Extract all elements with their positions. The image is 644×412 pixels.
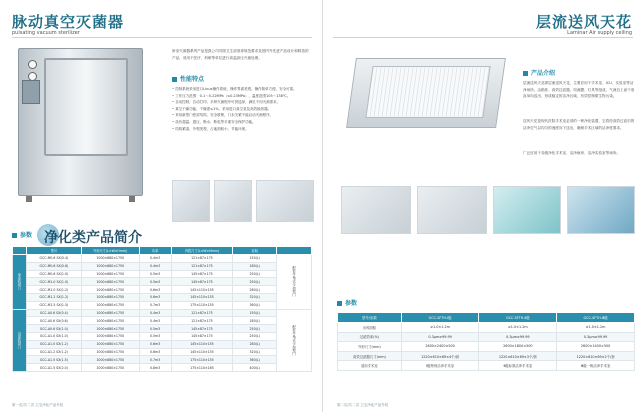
table-cell: 1000×880×1750 <box>81 286 139 294</box>
table-cell: 过滤效率(%) <box>338 332 402 342</box>
table-cell: 1000×880×1750 <box>81 317 139 325</box>
table-cell: GCC-A1.0 SX(1.0) <box>26 332 81 340</box>
table-cell: 145×110×155 <box>171 348 233 356</box>
table-cell: 1000×880×1750 <box>81 340 139 348</box>
right-intro: 层流送风天花即层流送风天花，主要应用于手术室、ICU、实验室等洁净场所。由箱体、高效过滤器、均流膜、灯具等组成，气流自上而下垂直单向送出，形成稳定的洁净区域，有效控制微生物污染。 <box>523 81 635 98</box>
table-cell: 1000×880×1750 <box>81 278 139 286</box>
table-cell: GCC-A1.5 SX(1.5) <box>26 356 81 364</box>
table-cell: GCC-M1.0 SX(1.0) <box>26 278 81 286</box>
table-cell: 280(L) <box>233 340 277 348</box>
table-cell: 121×87×175 <box>171 317 233 325</box>
table-cell: 适用手术室 <box>338 361 402 371</box>
table-cell: 0.6m3 <box>139 340 171 348</box>
table-cell: 1000×880×1750 <box>81 255 139 263</box>
table-cell: 0.7m3 <box>139 301 171 309</box>
table-row <box>13 364 312 372</box>
table-header: 内腔尺寸(L×W×Hmm) <box>171 247 233 255</box>
table-row <box>13 255 312 263</box>
table-row <box>338 361 635 371</box>
table-cell: GCC-M1.2 SX(1.2) <box>26 293 81 301</box>
table-row <box>13 270 312 278</box>
ceiling-photo-1 <box>341 186 411 234</box>
right-title: 层流送风天花 <box>535 13 632 31</box>
table-cell: 145×87×175 <box>171 270 233 278</box>
product-thumbnail-1 <box>172 180 210 222</box>
table-row <box>13 286 312 294</box>
table-row <box>13 340 312 348</box>
table-row <box>13 309 312 317</box>
table-cell: 1000×880×1750 <box>81 325 139 333</box>
table-cell: Ⅲ级一般洁净手术室 <box>557 361 635 371</box>
table-cell: 150(L) <box>233 309 277 317</box>
table-row <box>13 317 312 325</box>
table-header: 型号/参数 <box>338 313 402 323</box>
table-cell: 1000×880×1750 <box>81 332 139 340</box>
ceiling-param-rows <box>338 323 635 371</box>
table-cell: 2600×1400×500 <box>557 342 635 352</box>
left-features-heading: 性能特点 <box>172 74 204 83</box>
table-cell: Ⅱ级标准洁净手术室 <box>479 361 557 371</box>
table-cell: 0.5m3 <box>139 278 171 286</box>
table-cell: GCC-M0.6 SX(0.6) <box>26 262 81 270</box>
table-note: 配有牛角式卡扣型门 <box>277 255 312 310</box>
table-cell: 高效过滤器尺寸(mm) <box>338 351 402 361</box>
table-cell: 150(L) <box>233 255 277 263</box>
table-cell: GCC-M1.5 SX(1.5) <box>26 301 81 309</box>
table-cell: ≥1.0×1.2m <box>479 323 557 333</box>
table-cell: 0.4m3 <box>139 317 171 325</box>
table-cell: 0.5m3 <box>139 325 171 333</box>
table-cell: 1220×610×69×3个/套 <box>479 351 557 361</box>
right-page <box>322 0 644 412</box>
table-cell: 0.3μm≥99.99 <box>479 332 557 342</box>
table-row <box>13 293 312 301</box>
table-cell: GCC-M1.0 SX(1.2) <box>26 286 81 294</box>
table-cell: 250(L) <box>233 270 277 278</box>
product-thumbnail-2 <box>214 180 252 222</box>
left-subtitle: pulsating vacuum sterilizer <box>12 30 80 36</box>
table-cell: 1000×880×1750 <box>81 270 139 278</box>
right-intro-heading: 产品介绍 <box>523 68 555 77</box>
table-cell: 250(L) <box>233 325 277 333</box>
table-row <box>13 356 312 364</box>
left-footer: 第一页/共二页 卫宝净化产品介绍 <box>12 403 64 407</box>
table-row <box>13 325 312 333</box>
table-cell: 0.5m3 <box>139 270 171 278</box>
table-cell: 175×110×155 <box>171 301 233 309</box>
table-cell: 0.6m3 <box>139 348 171 356</box>
banner-title: 净化类产品简介 <box>44 230 142 246</box>
list-item: • 工作压力范围：0.1～0.22MPa（≤0.23MPa），温度范围105～138℃。 <box>172 93 314 100</box>
right-footer: 第二页/共二页 卫宝净化产品介绍 <box>337 403 389 407</box>
table-row <box>338 332 635 342</box>
left-intro: 卧室灭菌器系列产品是我公司对照卫生部消毒规范要求及国内外先进产品设计和制造的产品，适用于医疗、科研等单位进行高温高压灭菌处理。 <box>172 49 309 60</box>
right-param-heading: 参数 <box>337 298 357 307</box>
table-header: 容积 <box>233 247 277 255</box>
laminar-ceiling-image <box>343 48 508 143</box>
table-cell: 360(L) <box>233 301 277 309</box>
right-intro-2: 送风天花是现代医院手术室必须的一种净化装置，它将经高效过滤后的洁净空气以均匀的速度向下送出，确保手术区域的洁净度要求。 <box>523 119 635 130</box>
table-row <box>13 301 312 309</box>
table-group-label: 双扉机动门 <box>13 309 27 371</box>
table-cell: 1000×880×1750 <box>81 301 139 309</box>
ceiling-param-table <box>337 312 635 371</box>
sterilizer-spec-rows <box>13 255 312 372</box>
table-row <box>13 332 312 340</box>
table-cell: 250(L) <box>233 278 277 286</box>
table-cell: GCC-A0.6 SX(0.6) <box>26 317 81 325</box>
table-cell: 280(L) <box>233 286 277 294</box>
table-cell: 0.8m3 <box>139 364 171 372</box>
table-header: GCC-SFTH-Ⅱ级 <box>479 313 557 323</box>
table-header: GCC-SFTH-Ⅲ级 <box>557 313 635 323</box>
table-cell: GCC-A0.6 SX(0.4) <box>26 309 81 317</box>
table-cell: 1000×880×1750 <box>81 356 139 364</box>
table-cell: 121×87×175 <box>171 262 233 270</box>
table-cell: 0.7m3 <box>139 356 171 364</box>
table-header: 功率 <box>139 247 171 255</box>
right-subtitle: Laminar Air supply ceiling <box>567 30 632 36</box>
list-item: • 控制系统采用进口Linux操作系统，操作界面美观、操作简单方便，安全可靠。 <box>172 86 314 93</box>
table-cell: 1000×880×1750 <box>81 293 139 301</box>
table-cell: 121×87×175 <box>171 309 233 317</box>
table-cell: 320(L) <box>233 293 277 301</box>
list-item: • 设有超温、超压、断水、断电等多重安全保护功能。 <box>172 119 314 126</box>
table-cell: 0.6m3 <box>139 293 171 301</box>
table-cell: 外形尺寸(mm) <box>338 342 402 352</box>
table-cell: GCC-M0.6 SX(1.0) <box>26 270 81 278</box>
table-cell: 400(L) <box>233 364 277 372</box>
product-thumbnail-3 <box>256 180 314 222</box>
table-note: 配有牛角式卡扣型门 <box>277 309 312 371</box>
table-cell: 0.4m3 <box>139 309 171 317</box>
operating-room-photo-1 <box>493 186 561 234</box>
ceiling-photo-2 <box>417 186 487 234</box>
table-cell: 145×87×175 <box>171 325 233 333</box>
table-cell: 145×87×175 <box>171 332 233 340</box>
sterilizer-spec-table <box>12 246 312 372</box>
operating-room-photo-2 <box>567 186 635 234</box>
table-row <box>13 348 312 356</box>
table-cell: 0.4m3 <box>139 255 171 263</box>
left-param-heading: 参数 <box>12 230 32 239</box>
list-item: • 采用新型门密封结构，安全联锁，门未关紧不能启动灭菌程序。 <box>172 112 314 119</box>
table-row <box>338 351 635 361</box>
table-cell: 250(L) <box>233 332 277 340</box>
table-cell: 145×110×155 <box>171 340 233 348</box>
table-cell: ≥1.0×1.2m <box>557 323 635 333</box>
table-cell: GCC-M0.6 SX(0.4) <box>26 255 81 263</box>
table-cell: 1000×880×1750 <box>81 364 139 372</box>
table-cell: 1220×610×69×4个/套 <box>401 351 479 361</box>
table-cell: 2600×1800×500 <box>479 342 557 352</box>
table-row <box>13 262 312 270</box>
table-cell: 180(L) <box>233 262 277 270</box>
table-row <box>338 342 635 352</box>
table-header: 型号 <box>26 247 81 255</box>
table-header: GCC-SFTH-Ⅰ级 <box>401 313 479 323</box>
table-cell: Ⅰ级特别洁净手术室 <box>401 361 479 371</box>
list-item: • 自动控制、自动打印、多种灭菌程序可供选择，满足不同灭菌需求。 <box>172 99 314 106</box>
right-intro-3: 广泛应用于各级净化手术室、洁净病房、洁净实验室等场所。 <box>523 151 621 155</box>
table-cell: 1000×880×1750 <box>81 348 139 356</box>
table-cell: 121×87×175 <box>171 255 233 263</box>
table-header: 外形尺寸(L×W×Hmm) <box>81 247 139 255</box>
table-cell: 145×110×155 <box>171 293 233 301</box>
table-cell: 360(L) <box>233 356 277 364</box>
left-features-list <box>172 86 314 132</box>
left-title-divider <box>12 37 312 38</box>
table-cell: GCC-A0.6 SX(1.0) <box>26 325 81 333</box>
table-row <box>13 278 312 286</box>
table-cell: 0.3μm≥99.99 <box>557 332 635 342</box>
table-cell: 0.3μm≥99.99 <box>401 332 479 342</box>
table-cell: 1220×610×69×2个/套 <box>557 351 635 361</box>
table-row <box>338 323 635 333</box>
table-cell: 320(L) <box>233 348 277 356</box>
table-cell: 175×110×165 <box>171 364 233 372</box>
list-item: • 结构紧凑、外观美观，占地面积小、节能环保。 <box>172 126 314 133</box>
table-cell: 180(L) <box>233 317 277 325</box>
table-cell: 175×110×155 <box>171 356 233 364</box>
table-cell: 0.6m3 <box>139 286 171 294</box>
table-cell: GCC-A1.2 SX(1.2) <box>26 348 81 356</box>
table-cell: 145×110×155 <box>171 286 233 294</box>
right-title-divider <box>333 37 633 38</box>
list-item: • 真空干燥功能、干燥度≤1%，采用进口真空泵及高效换热器。 <box>172 106 314 113</box>
table-cell: 2600×2400×500 <box>401 342 479 352</box>
table-cell: 出风面积 <box>338 323 402 333</box>
table-cell: GCC-A1.0 SX(1.2) <box>26 340 81 348</box>
table-cell: 1000×880×1750 <box>81 309 139 317</box>
table-cell: 0.4m3 <box>139 262 171 270</box>
table-cell: 0.5m3 <box>139 332 171 340</box>
table-group-label: 单扉机动门 <box>13 255 27 310</box>
table-cell: GCC-A1.5 SX(2.0) <box>26 364 81 372</box>
table-cell: ≥1.0×1.2m <box>401 323 479 333</box>
table-cell: 1000×880×1750 <box>81 262 139 270</box>
sterilizer-image <box>18 48 143 196</box>
left-title: 脉动真空灭菌器 <box>12 13 125 31</box>
table-cell: 145×87×175 <box>171 278 233 286</box>
